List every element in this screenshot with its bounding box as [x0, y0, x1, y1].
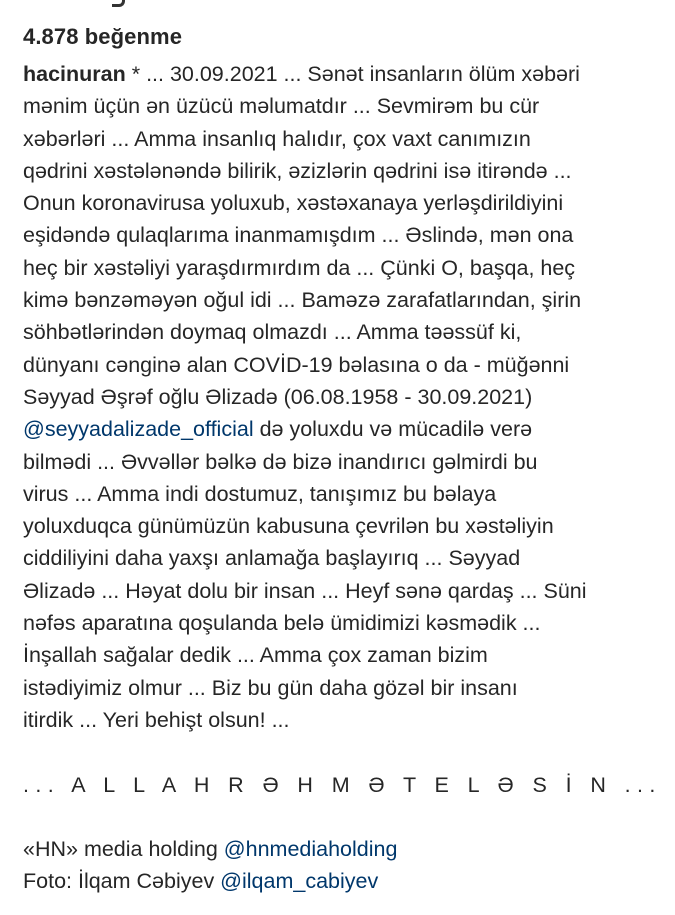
caption-text: * ... 30.09.2021 ... Sənət insanların ölüm xəbəri — [125, 62, 580, 86]
caption-text: də yoluxdu və mücadilə verə — [253, 417, 533, 442]
blank-line — [23, 801, 663, 833]
caption-line: Səyyad Əşrəf oğlu Əlizadə (06.08.1958 - 30.09.2021) — [23, 384, 533, 409]
caption-line — [23, 413, 663, 445]
caption-line: eşidəndə qulaqlarıma inanmamışdım ... Əslində, mən ona — [23, 223, 574, 248]
caption-line: dünyanı cənginə alan COVİD-19 bəlasına o da - müğənni — [23, 352, 570, 377]
caption-line: kimə bənzəməyən oğul idi ... Baməzə zarafatlarından, şirin — [23, 288, 582, 313]
caption-line: heç bir xəstəliyi yaraşdırmırdım da ... Çünki O, başqa, heç — [23, 255, 576, 280]
caption-line: itirdik ... Yeri behişt olsun! ... — [23, 707, 290, 732]
blank-line — [23, 736, 663, 768]
caption-line: İnşallah sağalar dedik ... Amma çox zaman bizim — [23, 643, 488, 668]
caption-line: ciddiliyini daha yaxşı anlamağa başlayırıq ... Səyyad — [23, 546, 521, 571]
caption-line: söhbətlərindən doymaq olmazdı ... Amma təəssüf ki, — [23, 320, 522, 345]
caption-line: qədrini xəstələnəndə bilirik, əzizlərin qədrini isə itirəndə ... — [23, 158, 572, 183]
caption-line: mənim üçün ən üzücü məlumatdır ... Sevmirəm bu cür — [23, 94, 540, 119]
caption-line: xəbərləri ... Amma insanlıq halıdır, çox vaxt canımızın — [23, 126, 531, 151]
caption-line: yoluxduqca günümüzün kabusuna çevrilən bu xəstəliyin — [23, 514, 554, 539]
mention-link-ilqamcabiyev[interactable]: @ilqam_cabiyev — [220, 869, 379, 894]
credit-photo-label: Foto: İlqam Cəbiyev — [23, 869, 221, 894]
credit-media-line — [23, 833, 663, 865]
like-count[interactable]: 4.878 beğenme — [23, 24, 183, 49]
caption-line: bilmədi ... Əvvəllər bəlkə də bizə inandırıcı gəlmirdi bu — [23, 449, 538, 474]
credit-media-label: «HN» media holding — [23, 837, 224, 862]
caption-line — [23, 58, 663, 90]
caption-username[interactable]: hacinuran — [23, 62, 126, 86]
tribute-line: ... A L L A H R Ə H M Ə T E L Ə S İ N ... — [23, 772, 662, 797]
caption-line: istədiyimiz olmur ... Biz bu gün daha gözəl bir insanı — [23, 675, 518, 700]
caption-line: Əlizadə ... Həyat dolu bir insan ... Heyf sənə qardaş ... Süni — [23, 578, 587, 603]
post-caption — [23, 58, 663, 898]
caption-line: virus ... Amma indi dostumuz, tanışımız bu bəlaya — [23, 481, 497, 506]
mention-link-seyyadalizade[interactable]: @seyyadalizade_official — [23, 417, 254, 442]
previous-row-fragment — [0, 0, 675, 14]
caption-line: nəfəs aparatına qoşulanda belə ümidimizi kəsmədik ... — [23, 611, 541, 636]
caption-line: Onun koronavirusa yoluxub, xəstəxanaya yerləşdirildiyini — [23, 191, 564, 216]
mention-link-hnmediaholding[interactable]: @hnmediaholding — [223, 837, 398, 862]
credit-photo-line — [23, 865, 663, 897]
cropped-icon — [112, 0, 125, 7]
